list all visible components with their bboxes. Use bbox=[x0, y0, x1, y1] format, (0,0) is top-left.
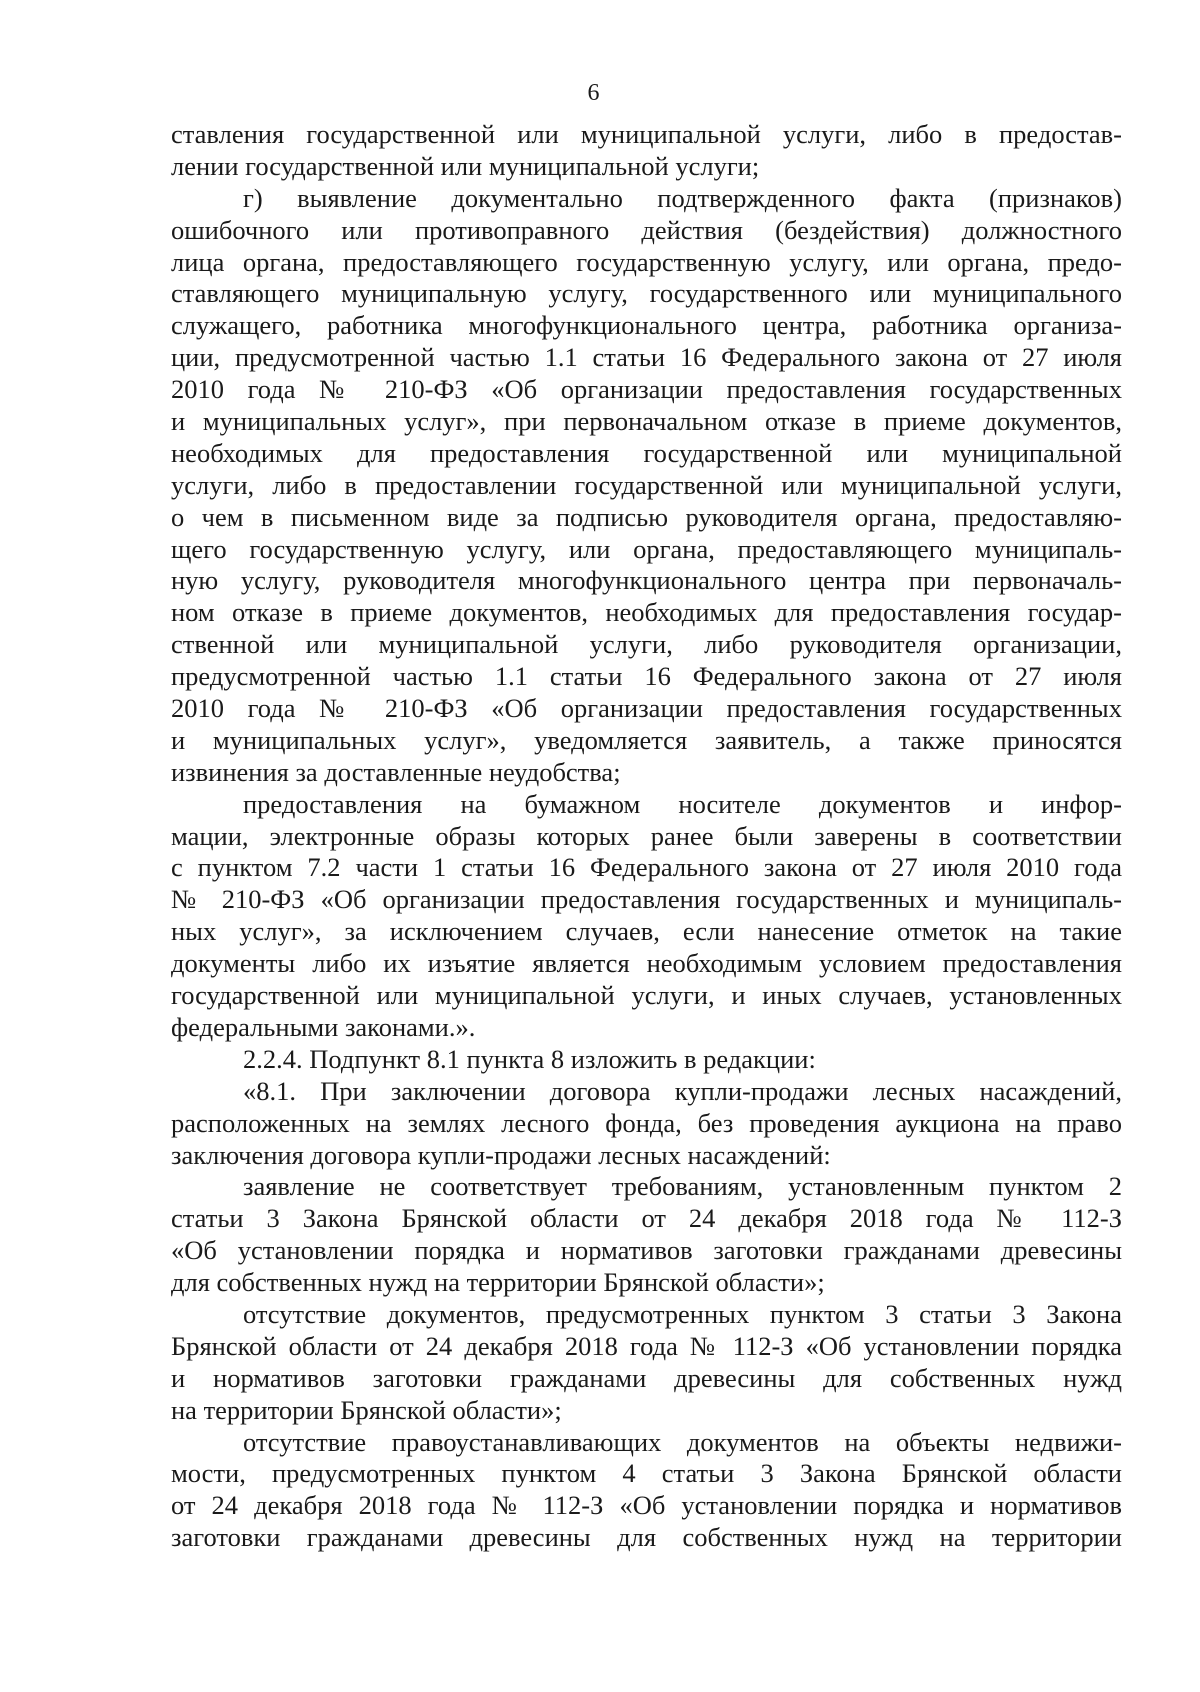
text-line: заключения договора купли-продажи лесных насаждений: bbox=[171, 1139, 831, 1170]
text-line: ственной или муниципальной услуги, либо руководителя организации, bbox=[171, 629, 1122, 660]
text-line: и муниципальных услуг», при первоначальном отказе в приеме документов, bbox=[171, 406, 1122, 437]
text-line: «8.1. При заключении договора купли-продажи лесных насаждений, bbox=[243, 1075, 1122, 1106]
text-line: мации, электронные образы которых ранее были заверены в соответствии bbox=[171, 820, 1122, 851]
text-line: услуги, либо в предоставлении государственной или муниципальной услуги, bbox=[171, 469, 1122, 500]
text-line: 2010 года № 210-ФЗ «Об организации предоставления государственных bbox=[171, 374, 1122, 405]
text-line: от 24 декабря 2018 года № 112-З «Об установлении порядка и нормативов bbox=[171, 1490, 1122, 1521]
text-line: расположенных на землях лесного фонда, без проведения аукциона на право bbox=[171, 1107, 1122, 1138]
text-line: ных услуг», за исключением случаев, если нанесение отметок на такие bbox=[171, 916, 1122, 947]
text-line: лица органа, предоставляющего государственную услугу, или органа, предо- bbox=[171, 246, 1122, 277]
text-line: Брянской области от 24 декабря 2018 года № 112-З «Об установлении порядка bbox=[171, 1330, 1122, 1361]
page-number: 6 bbox=[587, 80, 600, 106]
text-line: «Об установлении порядка и нормативов заготовки гражданами древесины bbox=[171, 1235, 1122, 1266]
text-line: ошибочного или противоправного действия (бездействия) должностного bbox=[171, 214, 1122, 245]
text-line: и муниципальных услуг», уведомляется заявитель, а также приносятся bbox=[171, 724, 1122, 755]
text-line: ном отказе в приеме документов, необходимых для предоставления государ- bbox=[171, 597, 1122, 628]
text-line: ставления государственной или муниципальной услуги, либо в предостав- bbox=[171, 119, 1122, 149]
text-line: для собственных нужд на территории Брянской области»; bbox=[171, 1267, 825, 1298]
text-line: и нормативов заготовки гражданами древесины для собственных нужд bbox=[171, 1362, 1122, 1393]
text-line: на территории Брянской области»; bbox=[171, 1394, 562, 1425]
text-line: о чем в письменном виде за подписью руководителя органа, предоставляю- bbox=[171, 501, 1122, 532]
text-line: государственной или муниципальной услуги, и иных случаев, установленных bbox=[171, 980, 1122, 1011]
text-line: щего государственную услугу, или органа, предоставляющего муниципаль- bbox=[171, 533, 1122, 564]
text-line: заготовки гражданами древесины для собственных нужд на территории bbox=[171, 1522, 1122, 1553]
text-line: 2.2.4. Подпункт 8.1 пункта 8 изложить в редакции: bbox=[243, 1043, 816, 1074]
text-line: отсутствие документов, предусмотренных пунктом 3 статьи 3 Закона bbox=[243, 1298, 1122, 1329]
text-line: служащего, работника многофункционального центра, работника организа- bbox=[171, 310, 1122, 341]
text-line: документы либо их изъятие является необходимым условием предоставления bbox=[171, 948, 1122, 979]
text-line: ставляющего муниципальную услугу, государственного или муниципального bbox=[171, 278, 1122, 309]
text-line: ции, предусмотренной частью 1.1 статьи 16 Федерального закона от 27 июля bbox=[171, 342, 1122, 373]
text-line: предусмотренной частью 1.1 статьи 16 Федерального закона от 27 июля bbox=[171, 661, 1122, 692]
text-line: предоставления на бумажном носителе документов и инфор- bbox=[243, 788, 1122, 819]
text-line: лении государственной или муниципальной услуги; bbox=[171, 150, 760, 181]
text-line: федеральными законами.». bbox=[171, 1011, 476, 1042]
document-body bbox=[171, 119, 1122, 1554]
text-line: извинения за доставленные неудобства; bbox=[171, 756, 621, 787]
text-line: с пунктом 7.2 части 1 статьи 16 Федерального закона от 27 июля 2010 года bbox=[171, 852, 1122, 883]
text-line: мости, предусмотренных пунктом 4 статьи 3 Закона Брянской области bbox=[171, 1458, 1122, 1489]
text-line: ную услугу, руководителя многофункционального центра при первоначаль- bbox=[171, 565, 1122, 596]
text-line: заявление не соответствует требованиям, установленным пунктом 2 bbox=[243, 1171, 1122, 1202]
text-line: отсутствие правоустанавливающих документов на объекты недвижи- bbox=[243, 1426, 1122, 1457]
text-line: необходимых для предоставления государственной или муниципальной bbox=[171, 437, 1122, 468]
text-line: г) выявление документально подтвержденного факта (признаков) bbox=[243, 182, 1122, 213]
text-line: № 210-ФЗ «Об организации предоставления государственных и муниципаль- bbox=[171, 884, 1122, 915]
text-line: статьи 3 Закона Брянской области от 24 декабря 2018 года № 112-З bbox=[171, 1203, 1122, 1234]
text-line: 2010 года № 210-ФЗ «Об организации предоставления государственных bbox=[171, 693, 1122, 724]
